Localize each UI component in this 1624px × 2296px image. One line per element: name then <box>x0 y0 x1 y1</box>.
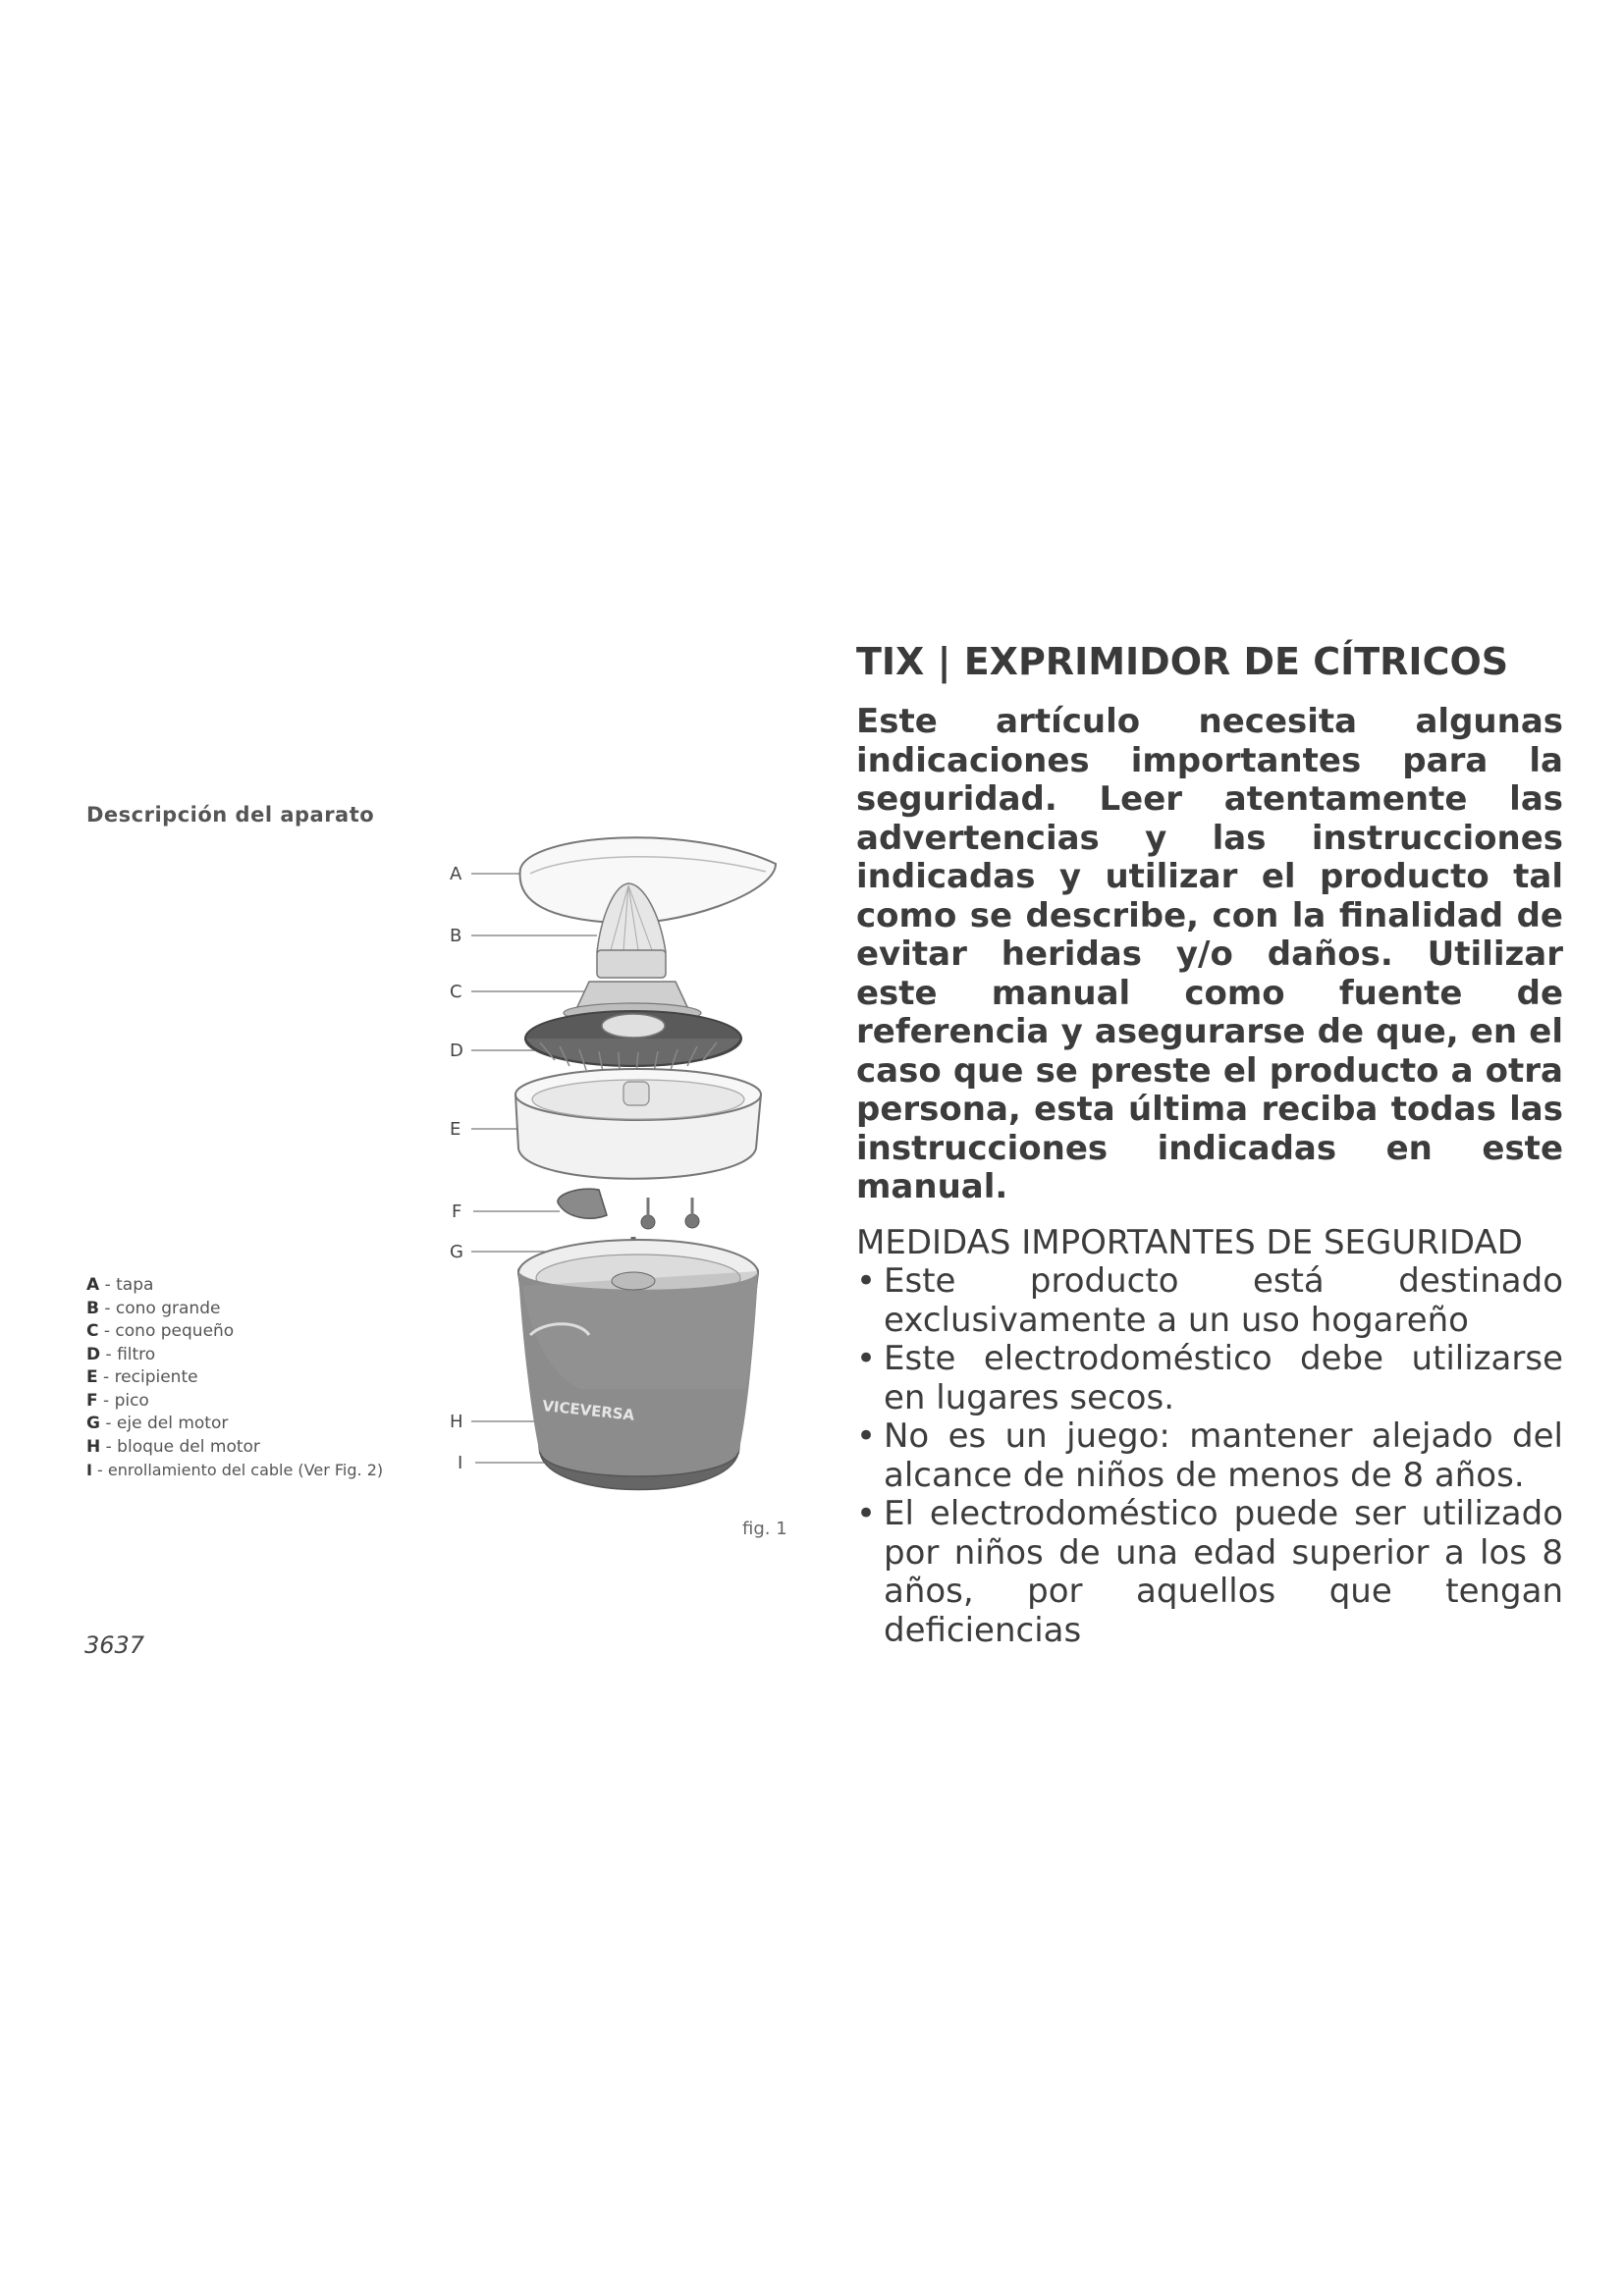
list-item: • Este producto está destinado exclusivamente a un uso hogareño <box>856 1261 1563 1340</box>
safety-measures-list <box>856 1262 1563 1650</box>
callout-a: A <box>450 864 462 884</box>
part-c: C - cono pequeño <box>86 1321 235 1341</box>
part-b: B - cono grande <box>86 1298 221 1318</box>
callout-e: E <box>450 1119 461 1140</box>
part-e: E - recipiente <box>86 1367 198 1387</box>
figure-caption: fig. 1 <box>742 1519 787 1539</box>
part-a: A - tapa <box>86 1275 154 1295</box>
bullet: • <box>856 1416 877 1456</box>
part-i: I - enrollamiento del cable (Ver Fig. 2) <box>86 1461 384 1479</box>
page-number: 3637 <box>84 1631 145 1659</box>
callout-d: D <box>450 1041 463 1061</box>
safety-intro-paragraph: Este artículo necesita algunas indicaciones importantes para la seguridad. Leer atentamente las advertencias y las instrucciones indicadas y utilizar el producto tal como se describe, con la finalidad de evitar heridas y/o daños. Utilizar este manual como fuente de referencia y asegurarse de que, en el caso que se preste el producto a otra persona, esta última reciba todas las instrucciones indicadas en este manual. <box>856 702 1563 1206</box>
brand-logo-text: VICEVERSA <box>541 1397 636 1424</box>
callout-f: F <box>452 1201 462 1222</box>
bullet: • <box>856 1494 877 1533</box>
parts-list <box>86 1274 440 1482</box>
part-g: G - eje del motor <box>86 1414 229 1433</box>
callout-b: B <box>450 926 462 946</box>
part-f: F - pico <box>86 1390 149 1411</box>
bullet: • <box>856 1261 877 1301</box>
callout-c: C <box>450 982 462 1002</box>
list-item: • No es un juego: mantener alejado del alcance de niños de menos de 8 años. <box>856 1416 1563 1495</box>
callout-i: I <box>458 1453 463 1473</box>
callout-g: G <box>450 1242 463 1262</box>
list-item: • Este electrodoméstico debe utilizarse en lugares secos. <box>856 1339 1563 1417</box>
page-title: TIX | EXPRIMIDOR DE CÍTRICOS <box>856 640 1509 683</box>
bullet: • <box>856 1339 877 1378</box>
description-heading: Descripción del aparato <box>86 803 375 827</box>
list-item: • El electrodoméstico puede ser utilizado por niños de una edad superior a los 8 años, por aquellos que tengan deficiencias <box>856 1494 1563 1650</box>
juicer-illustration <box>432 825 785 1512</box>
callout-h: H <box>450 1412 463 1432</box>
part-h: H - bloque del motor <box>86 1436 260 1457</box>
part-d: D - filtro <box>86 1344 156 1364</box>
safety-measures-heading: MEDIDAS IMPORTANTES DE SEGURIDAD <box>856 1223 1523 1262</box>
